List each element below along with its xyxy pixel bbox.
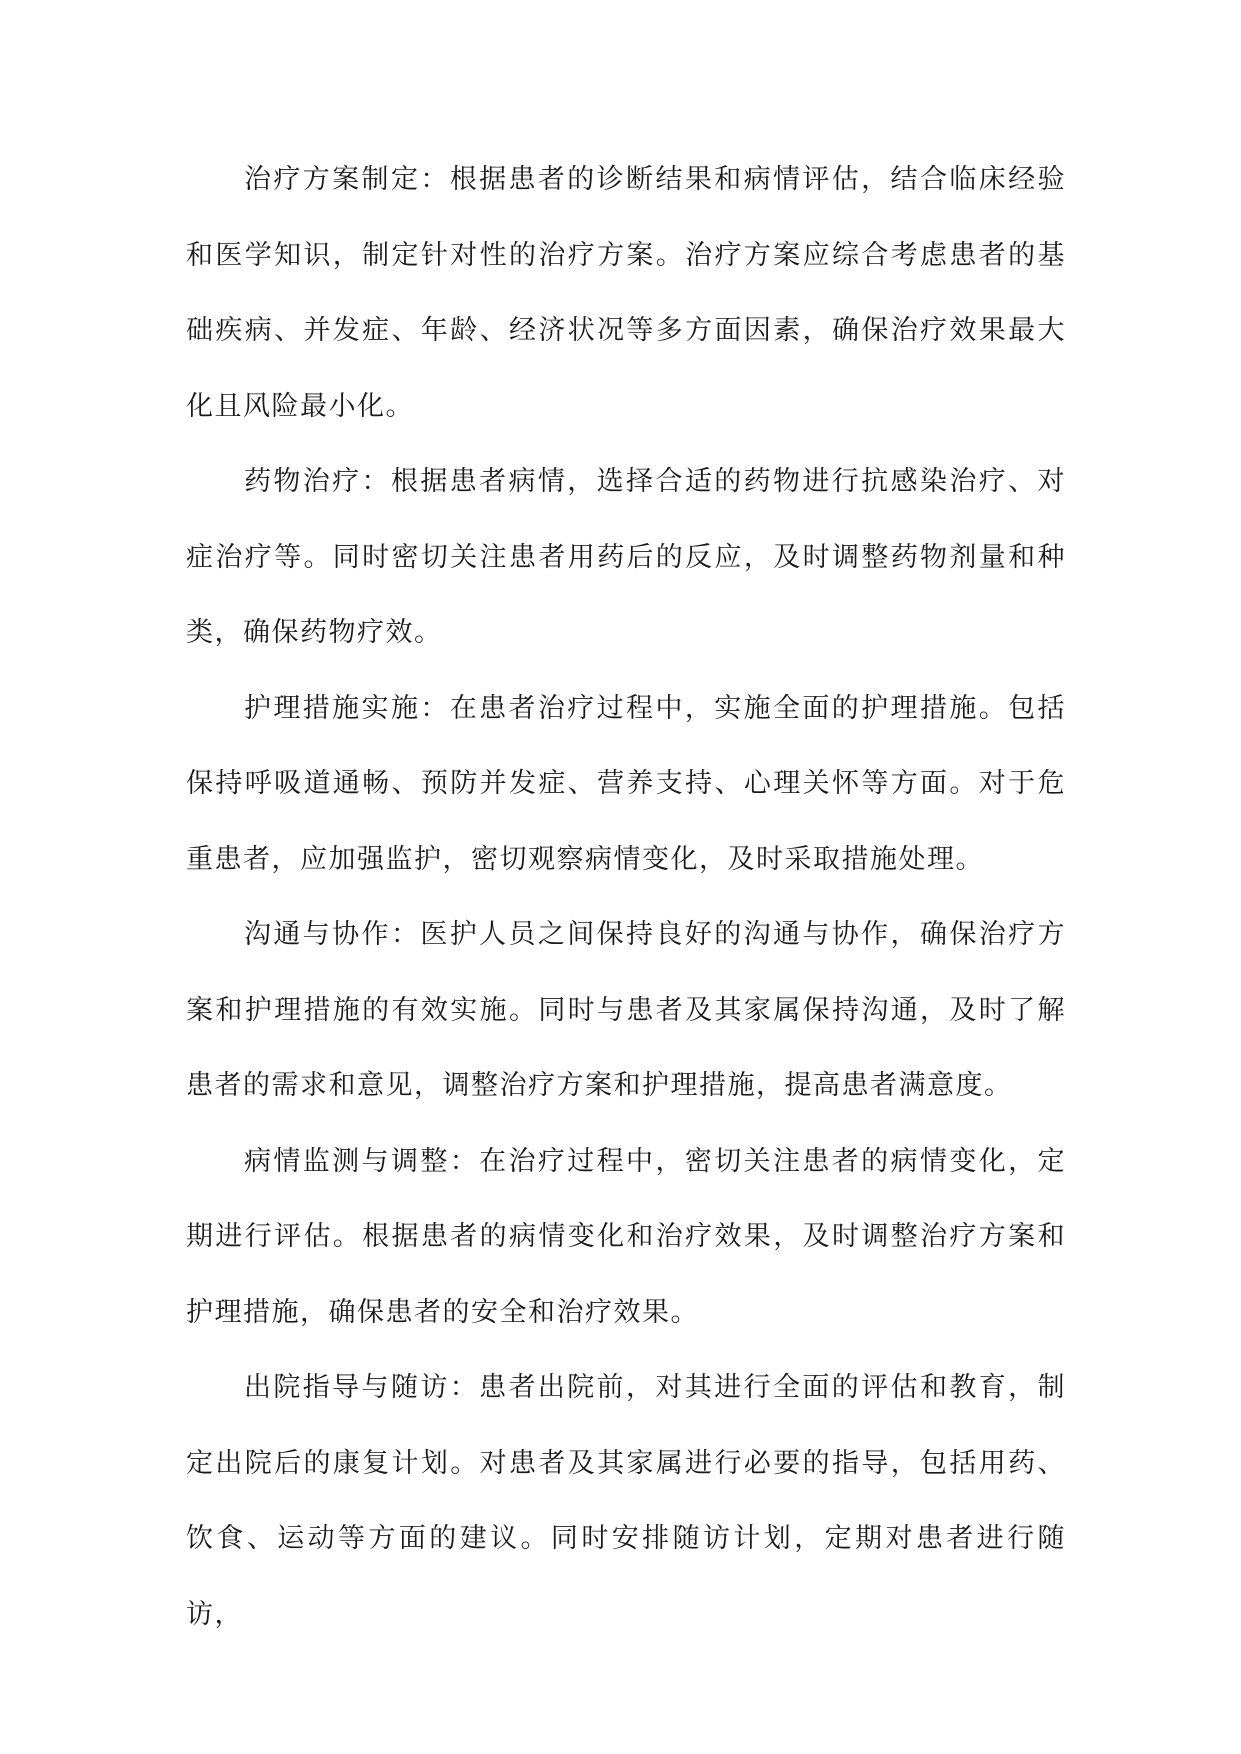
document-body	[186, 142, 1066, 1652]
paragraph-communication: 沟通与协作：医护人员之间保持良好的沟通与协作，确保治疗方案和护理措施的有效实施。同时与患者及其家属保持沟通，及时了解患者的需求和意见，调整治疗方案和护理措施，提高患者满意度。	[186, 919, 1066, 1101]
paragraph-treatment-plan: 治疗方案制定：根据患者的诊断结果和病情评估，结合临床经验和医学知识，制定针对性的治疗方案。治疗方案应综合考虑患者的基础疾病、并发症、年龄、经济状况等多方面因素，确保治疗效果最大化且风险最小化。	[186, 164, 1066, 422]
paragraph-drug-therapy: 药物治疗：根据患者病情，选择合适的药物进行抗感染治疗、对症治疗等。同时密切关注患者用药后的反应，及时调整药物剂量和种类，确保药物疗效。	[186, 466, 1066, 648]
paragraph-monitoring: 病情监测与调整：在治疗过程中，密切关注患者的病情变化，定期进行评估。根据患者的病情变化和治疗效果，及时调整治疗方案和护理措施，确保患者的安全和治疗效果。	[186, 1145, 1066, 1328]
paragraph-discharge-followup: 出院指导与随访：患者出院前，对其进行全面的评估和教育，制定出院后的康复计划。对患者及其家属进行必要的指导，包括用药、饮食、运动等方面的建议。同时安排随访计划，定期对患者进行随访，	[186, 1372, 1066, 1630]
paragraph-nursing-measures: 护理措施实施：在患者治疗过程中，实施全面的护理措施。包括保持呼吸道通畅、预防并发症、营养支持、心理关怀等方面。对于危重患者，应加强监护，密切观察病情变化，及时采取措施处理。	[186, 692, 1066, 875]
